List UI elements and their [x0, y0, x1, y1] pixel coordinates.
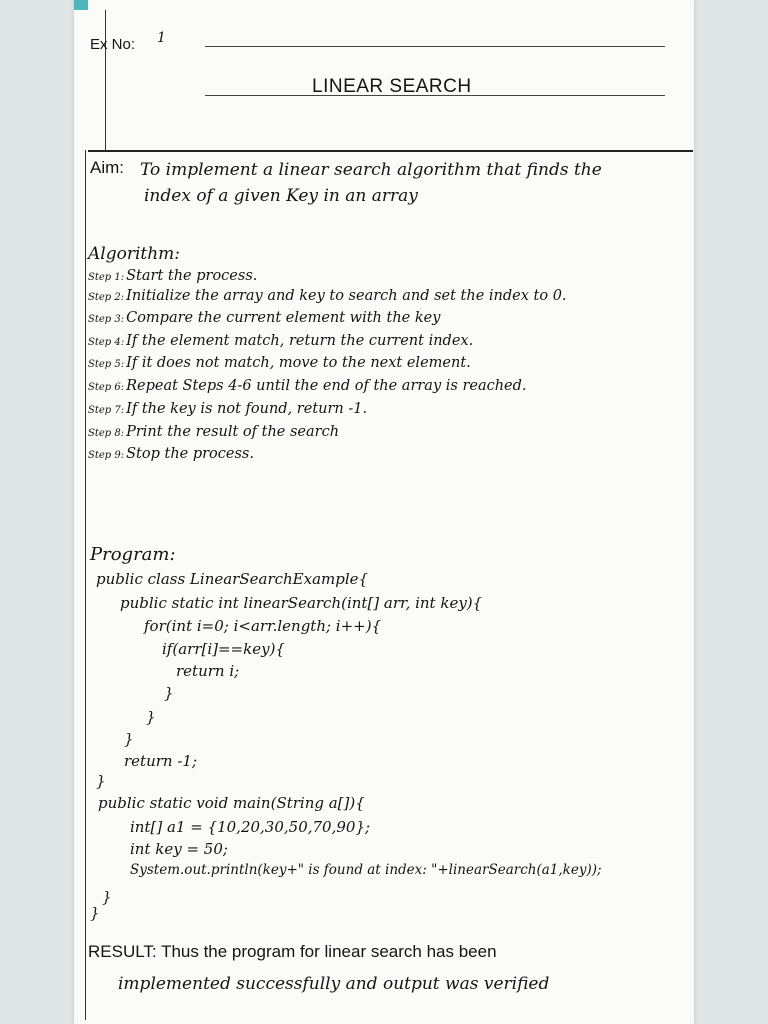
code-line: }: [90, 904, 100, 922]
code-line: if(arr[i]==key){: [162, 640, 285, 658]
aim-line-2: index of a given Key in an array: [144, 186, 418, 206]
header-blank-line-1: [205, 46, 665, 47]
header-bottom-rule: [88, 150, 693, 152]
code-line: }: [124, 730, 134, 748]
page-title: LINEAR SEARCH: [312, 76, 472, 97]
page-edge-marker: [74, 0, 88, 10]
algorithm-label: Algorithm:: [88, 244, 181, 264]
margin-line: [85, 150, 86, 1020]
ex-no-value: 1: [157, 30, 166, 46]
code-line: }: [102, 888, 112, 906]
code-line: }: [96, 772, 106, 790]
program-label: Program:: [90, 544, 176, 565]
code-line: for(int i=0; i<arr.length; i++){: [144, 617, 382, 635]
code-line: int key = 50;: [130, 840, 228, 858]
aim-line-1: To implement a linear search algorithm that finds the: [140, 160, 602, 180]
algorithm-step: Step 7: If the key is not found, return -1.: [88, 401, 368, 417]
result-line-2: implemented successfully and output was verified: [118, 974, 550, 994]
code-line: }: [146, 708, 156, 726]
ex-no-label: Ex No:: [90, 36, 136, 53]
result-line-1: RESULT: Thus the program for linear search has been: [88, 942, 497, 961]
algorithm-step: Step 3: Compare the current element with the key: [88, 310, 441, 326]
code-line: public static int linearSearch(int[] arr, int key){: [120, 594, 483, 612]
algorithm-step: Step 9: Stop the process.: [88, 446, 254, 462]
code-line: public static void main(String a[]){: [98, 794, 365, 812]
code-line: int[] a1 = {10,20,30,50,70,90};: [130, 818, 371, 836]
code-line: }: [164, 684, 174, 702]
code-line: public class LinearSearchExample{: [96, 570, 369, 588]
code-line: return -1;: [124, 752, 198, 770]
algorithm-step: Step 8: Print the result of the search: [88, 424, 340, 440]
algorithm-step: Step 6: Repeat Steps 4-6 until the end of the array is reached.: [88, 378, 527, 394]
algorithm-step: Step 2: Initialize the array and key to search and set the index to 0.: [88, 288, 567, 304]
code-line: System.out.println(key+" is found at index: "+linearSearch(a1,key));: [130, 862, 602, 878]
algorithm-step: Step 1: Start the process.: [88, 268, 258, 284]
algorithm-step: Step 4: If the element match, return the current index.: [88, 333, 474, 349]
aim-label: Aim:: [90, 158, 124, 177]
header-divider: [105, 10, 106, 150]
code-line: return i;: [176, 662, 240, 680]
algorithm-step: Step 5: If it does not match, move to the next element.: [88, 355, 471, 371]
